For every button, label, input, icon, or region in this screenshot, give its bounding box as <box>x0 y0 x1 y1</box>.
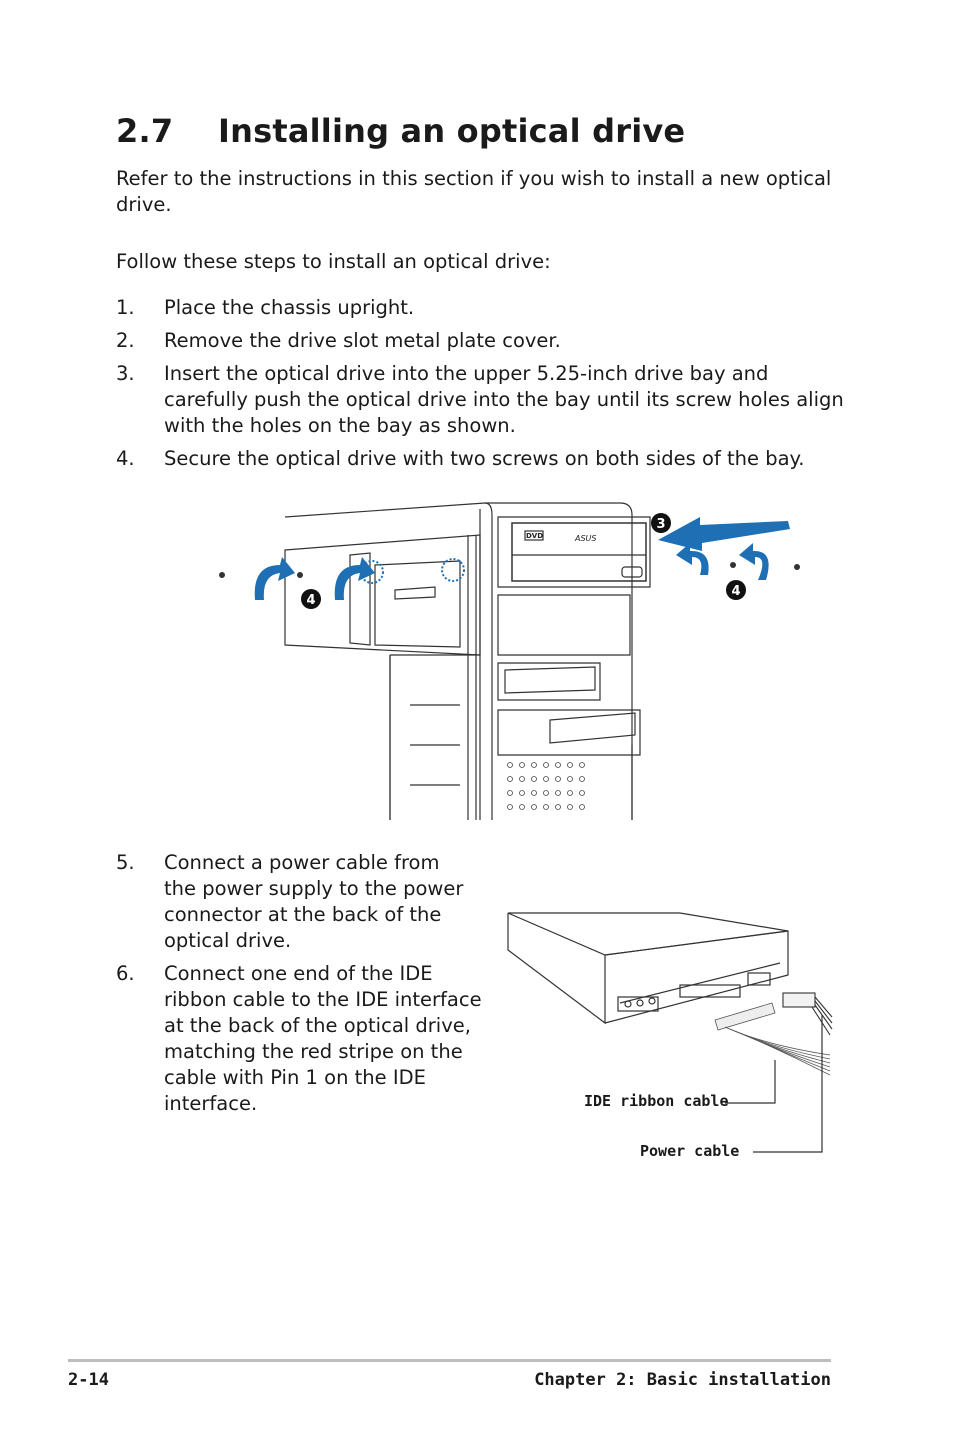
step-number: 4. <box>116 447 135 470</box>
step-text: cable with Pin 1 on the IDE <box>164 1066 426 1089</box>
step-text: ribbon cable to the IDE interface <box>164 988 482 1011</box>
ide-ribbon-cable-label: IDE ribbon cable <box>584 1092 729 1110</box>
power-cable-label: Power cable <box>640 1142 740 1160</box>
intro-line: Refer to the instructions in this section if you wish to install a new optical <box>116 167 832 190</box>
svg-text:4: 4 <box>306 593 316 608</box>
section-number: 2.7 <box>116 112 174 150</box>
page-number: 2-14 <box>68 1370 109 1390</box>
section-heading <box>116 112 685 150</box>
step-text: Insert the optical drive into the upper 5.25-inch drive bay and <box>164 362 769 385</box>
step-text: Connect one end of the IDE <box>164 962 433 985</box>
step-text: Remove the drive slot metal plate cover. <box>164 329 561 352</box>
svg-text:3: 3 <box>656 517 666 532</box>
step-number: 2. <box>116 329 135 352</box>
callout-marker-screw-left <box>301 589 321 609</box>
drive-cable-illustration <box>500 905 840 1160</box>
step-number: 5. <box>116 851 135 874</box>
step-number: 3. <box>116 362 135 385</box>
step-text: matching the red stripe on the <box>164 1040 463 1063</box>
chapter-title: Chapter 2: Basic installation <box>534 1370 831 1390</box>
intro-paragraph <box>116 166 831 218</box>
drive-logo-text: ASUS <box>575 534 597 543</box>
step-text: with the holes on the bay as shown. <box>164 414 516 437</box>
callout-marker-insert <box>651 513 671 533</box>
step-text: connector at the back of the <box>164 903 442 926</box>
step-number: 6. <box>116 962 135 985</box>
step-text: carefully push the optical drive into the bay until its screw holes align <box>164 388 844 411</box>
step-text: Connect a power cable from <box>164 851 440 874</box>
step-text: at the back of the optical drive, <box>164 1014 471 1037</box>
callout-marker-screw-right <box>726 580 746 600</box>
step-text: Secure the optical drive with two screws on both sides of the bay. <box>164 447 805 470</box>
step-text: Place the chassis upright. <box>164 296 415 319</box>
step-number: 1. <box>116 296 135 319</box>
svg-text:4: 4 <box>731 584 741 599</box>
intro-line: drive. <box>116 193 172 216</box>
drive-badge-text: DVD <box>526 532 544 540</box>
step-text: interface. <box>164 1092 258 1115</box>
chassis-installation-illustration <box>200 495 820 825</box>
step-text: optical drive. <box>164 929 292 952</box>
footer-divider <box>68 1359 831 1362</box>
section-title: Installing an optical drive <box>218 112 686 150</box>
step-text: the power supply to the power <box>164 877 464 900</box>
steps-lead: Follow these steps to install an optical drive: <box>116 250 551 273</box>
